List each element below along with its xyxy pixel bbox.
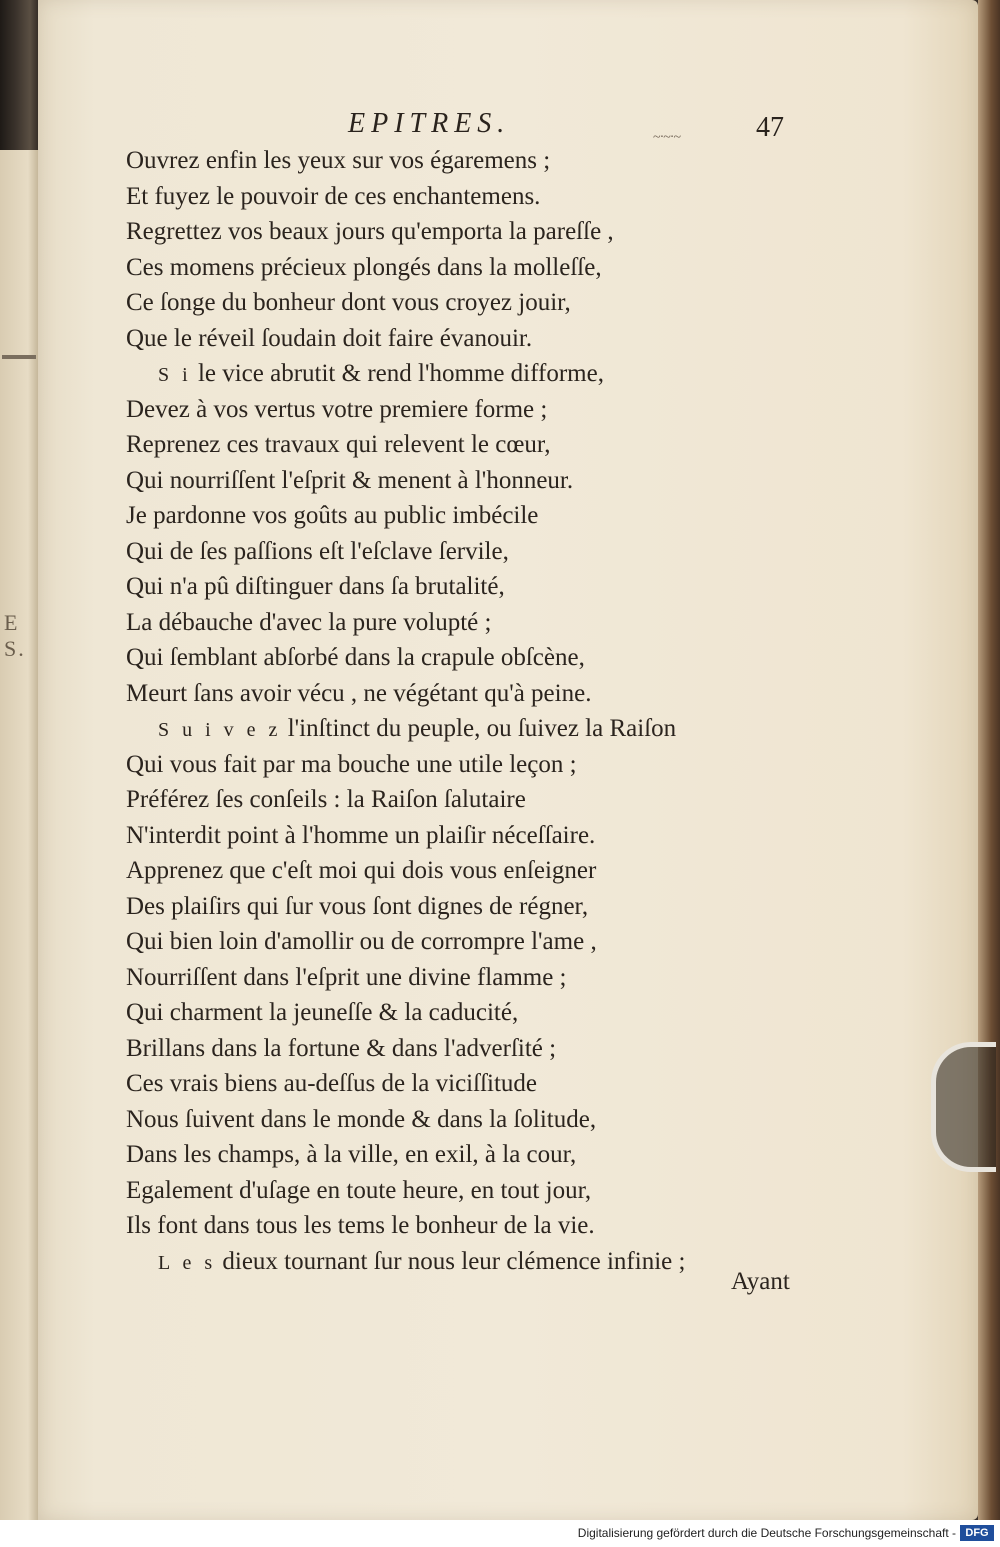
- next-page-edge: [978, 0, 1000, 1520]
- stanza-lead-word: S u i v e z: [158, 719, 282, 741]
- stanza-lead-word: S i: [158, 364, 192, 386]
- header-ornament: ~·~·~: [653, 130, 681, 145]
- verse-line: La débauche d'avec la pure volupté ;: [126, 608, 492, 636]
- verse-line: Ils font dans tous les tems le bonheur de la vie.: [126, 1212, 595, 1239]
- page-number: 47: [756, 112, 784, 143]
- verse-line: Ouvrez enfin les yeux sur vos égaremens ;: [126, 147, 551, 174]
- verse-line: Devez à vos vertus votre premiere forme ;: [126, 395, 548, 423]
- verse-line: Dans les champs, à la ville, en exil, à la cour,: [126, 1141, 577, 1168]
- verse-line: Ce ſonge du bonheur dont vous croyez jouir,: [126, 289, 571, 316]
- facing-page-rule: [2, 355, 36, 359]
- digitization-footer: [0, 1520, 1000, 1547]
- verse-line: Des plaiſirs qui ſur vous ſont dignes de régner,: [126, 892, 589, 920]
- catchword: Ayant: [731, 1268, 790, 1295]
- verse-line: Qui n'a pû diſtinguer dans ſa brutalité,: [126, 573, 505, 600]
- verse-text: le vice abrutit & rend l'homme difforme,: [191, 360, 604, 387]
- verse-line: [126, 711, 846, 747]
- verse-line: Qui nourriſſent l'eſprit & menent à l'honneur.: [126, 466, 574, 494]
- verse-line: N'interdit point à l'homme un plaiſir néceſſaire.: [126, 821, 596, 849]
- stanza-lead-word: L e s: [158, 1251, 217, 1274]
- verse-line: Je pardonne vos goûts au public imbécile: [126, 502, 539, 529]
- verse-line: Que le réveil ſoudain doit faire évanouir.: [126, 324, 533, 352]
- verse-line: Nous ſuivent dans le monde & dans la ſolitude,: [126, 1105, 597, 1133]
- verse-line: [126, 356, 846, 392]
- facing-page-fragment: E S.: [4, 610, 26, 661]
- verse-line: Qui charment la jeuneſſe & la caducité,: [126, 999, 519, 1026]
- verse-line: Qui bien loin d'amollir ou de corrompre l'ame ,: [126, 928, 597, 955]
- verse-line: Brillans dans la fortune & dans l'adverſité ;: [126, 1034, 557, 1062]
- facing-page-edge: [0, 150, 40, 1520]
- verse-line: Meurt ſans avoir vécu , ne végétant qu'à peine.: [126, 679, 592, 707]
- verse-line: Qui de ſes paſſions eſt l'eſclave ſervile,: [126, 537, 509, 565]
- funding-credit: Digitalisierung gefördert durch die Deutsche Forschungsgemeinschaft -: [577, 1526, 956, 1540]
- verse-line: Regrettez vos beaux jours qu'emporta la pareſſe ,: [126, 218, 614, 245]
- verse-text: dieux tournant ſur nous leur clémence infinie ;: [216, 1247, 686, 1275]
- verse-line: Ces vrais biens au-deſſus de la viciſſitude: [126, 1070, 538, 1097]
- page-clip: [931, 1042, 996, 1172]
- verse-line: Ces momens précieux plongés dans la molleſſe,: [126, 253, 602, 281]
- verse-line: Et fuyez le pouvoir de ces enchantemens.: [126, 182, 541, 210]
- verse-line: Préférez ſes conſeils : la Raiſon ſalutaire: [126, 786, 526, 813]
- verse-line: Qui ſemblant abſorbé dans la crapule obſcène,: [126, 644, 585, 671]
- verse-line: Reprenez ces travaux qui relevent le cœur,: [126, 431, 551, 458]
- verse-line: Qui vous fait par ma bouche une utile leçon ;: [126, 750, 577, 778]
- running-title: EPITRES.: [348, 108, 511, 139]
- verse-block: [126, 143, 846, 1279]
- book-page: [38, 0, 978, 1520]
- verse-line: Egalement d'uſage en toute heure, en tout jour,: [126, 1176, 592, 1204]
- verse-line: Nourriſſent dans l'eſprit une divine flamme ;: [126, 963, 567, 991]
- verse-line: Apprenez que c'eſt moi qui dois vous enſeigner: [126, 857, 597, 884]
- verse-text: l'inſtinct du peuple, ou ſuivez la Raiſon: [281, 715, 677, 742]
- dfg-logo: DFG: [960, 1525, 994, 1541]
